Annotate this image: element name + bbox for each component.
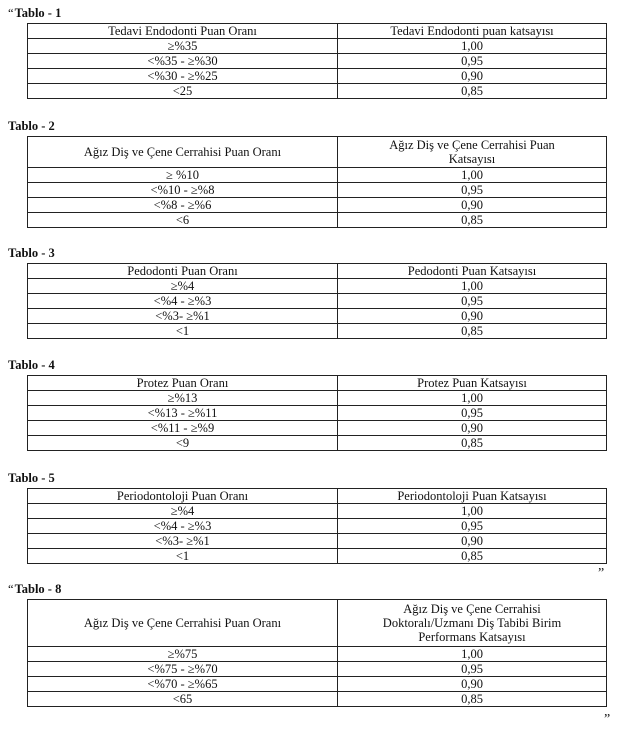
- table-row: [28, 198, 607, 213]
- ratio-cell: ≥%4: [28, 504, 338, 519]
- header-cell: Ağız Diş ve Çene Cerrahisi Puan Katsayısı: [338, 137, 607, 168]
- table-row: [28, 168, 607, 183]
- table-row: [28, 421, 607, 436]
- ratio-cell: <9: [28, 436, 338, 451]
- header-cell: Ağız Diş ve Çene Cerrahisi Puan Oranı: [28, 137, 338, 168]
- ratio-cell: <%30 - ≥%25: [28, 69, 338, 84]
- coefficient-cell: 0,85: [338, 84, 607, 99]
- table-row: [28, 213, 607, 228]
- table-row: [28, 309, 607, 324]
- ratio-cell: ≥%75: [28, 647, 338, 662]
- ratio-cell: <%4 - ≥%3: [28, 294, 338, 309]
- header-cell: Periodontoloji Puan Oranı: [28, 489, 338, 504]
- table-row: [28, 647, 607, 662]
- table-row: [28, 436, 607, 451]
- coefficient-cell: 1,00: [338, 391, 607, 406]
- coefficient-cell: 1,00: [338, 279, 607, 294]
- coefficient-cell: 0,95: [338, 54, 607, 69]
- ratio-cell: <%3- ≥%1: [28, 309, 338, 324]
- table-title: Tablo - 4: [8, 358, 55, 372]
- header-cell: Tedavi Endodonti puan katsayısı: [338, 24, 607, 39]
- header-cell: Periodontoloji Puan Katsayısı: [338, 489, 607, 504]
- ratio-cell: ≥ %10: [28, 168, 338, 183]
- ratio-cell: <%4 - ≥%3: [28, 519, 338, 534]
- table-row: [28, 519, 607, 534]
- table-row: [28, 504, 607, 519]
- coefficient-cell: 1,00: [338, 39, 607, 54]
- coefficient-table-4: [27, 375, 607, 451]
- ratio-cell: ≥%13: [28, 391, 338, 406]
- table-row: [28, 84, 607, 99]
- header-cell: Tedavi Endodonti Puan Oranı: [28, 24, 338, 39]
- ratio-cell: <25: [28, 84, 338, 99]
- ratio-cell: <%13 - ≥%11: [28, 406, 338, 421]
- coefficient-table-2: [27, 136, 607, 228]
- coefficient-cell: 0,95: [338, 662, 607, 677]
- ratio-cell: <%10 - ≥%8: [28, 183, 338, 198]
- table-title: Tablo - 3: [8, 246, 55, 260]
- coefficient-cell: 0,90: [338, 309, 607, 324]
- coefficient-cell: 0,95: [338, 294, 607, 309]
- ratio-cell: <%35 - ≥%30: [28, 54, 338, 69]
- table-row: [28, 183, 607, 198]
- table-title: Tablo - 5: [8, 471, 55, 485]
- coefficient-cell: 0,85: [338, 436, 607, 451]
- ratio-cell: <%8 - ≥%6: [28, 198, 338, 213]
- coefficient-cell: 0,90: [338, 198, 607, 213]
- coefficient-cell: 0,95: [338, 183, 607, 198]
- table-row: [28, 677, 607, 692]
- coefficient-table-3: [27, 263, 607, 339]
- table-header-row: [28, 376, 607, 391]
- table-row: [28, 294, 607, 309]
- table-row: [28, 324, 607, 339]
- table-row: [28, 39, 607, 54]
- coefficient-cell: 1,00: [338, 647, 607, 662]
- coefficient-cell: 0,90: [338, 534, 607, 549]
- coefficient-table-1: [27, 23, 607, 99]
- table-header-row: [28, 137, 607, 168]
- coefficient-cell: 0,95: [338, 406, 607, 421]
- coefficient-cell: 0,95: [338, 519, 607, 534]
- header-cell: Protez Puan Oranı: [28, 376, 338, 391]
- table-row: [28, 279, 607, 294]
- ratio-cell: <1: [28, 324, 338, 339]
- coefficient-cell: 0,90: [338, 421, 607, 436]
- table-row: [28, 662, 607, 677]
- table-title: “Tablo - 1: [8, 6, 62, 20]
- ratio-cell: <%75 - ≥%70: [28, 662, 338, 677]
- table-row: [28, 692, 607, 707]
- header-cell: Pedodonti Puan Katsayısı: [338, 264, 607, 279]
- table-row: [28, 549, 607, 564]
- coefficient-table-8: [27, 599, 607, 707]
- ratio-cell: <1: [28, 549, 338, 564]
- coefficient-cell: 0,90: [338, 677, 607, 692]
- closing-quote: ”: [598, 566, 605, 581]
- coefficient-cell: 1,00: [338, 504, 607, 519]
- table-row: [28, 391, 607, 406]
- closing-quote: ”: [604, 712, 611, 727]
- table-row: [28, 406, 607, 421]
- coefficient-table-5: [27, 488, 607, 564]
- table-row: [28, 54, 607, 69]
- table-title: “Tablo - 8: [8, 582, 62, 596]
- table-row: [28, 534, 607, 549]
- table-row: [28, 69, 607, 84]
- ratio-cell: <%70 - ≥%65: [28, 677, 338, 692]
- header-cell: Ağız Diş ve Çene Cerrahisi Doktoralı/Uzmanı Diş Tabibi Birim Performans Katsayısı: [338, 600, 607, 647]
- table-header-row: [28, 264, 607, 279]
- table-header-row: [28, 489, 607, 504]
- coefficient-cell: 0,85: [338, 213, 607, 228]
- coefficient-cell: 0,90: [338, 69, 607, 84]
- coefficient-cell: 0,85: [338, 324, 607, 339]
- ratio-cell: <%3- ≥%1: [28, 534, 338, 549]
- table-header-row: [28, 24, 607, 39]
- header-cell: Protez Puan Katsayısı: [338, 376, 607, 391]
- table-header-row: [28, 600, 607, 647]
- ratio-cell: ≥%4: [28, 279, 338, 294]
- table-title: Tablo - 2: [8, 119, 55, 133]
- ratio-cell: <65: [28, 692, 338, 707]
- ratio-cell: <6: [28, 213, 338, 228]
- header-cell: Ağız Diş ve Çene Cerrahisi Puan Oranı: [28, 600, 338, 647]
- coefficient-cell: 0,85: [338, 692, 607, 707]
- ratio-cell: ≥%35: [28, 39, 338, 54]
- coefficient-cell: 0,85: [338, 549, 607, 564]
- coefficient-cell: 1,00: [338, 168, 607, 183]
- header-cell: Pedodonti Puan Oranı: [28, 264, 338, 279]
- ratio-cell: <%11 - ≥%9: [28, 421, 338, 436]
